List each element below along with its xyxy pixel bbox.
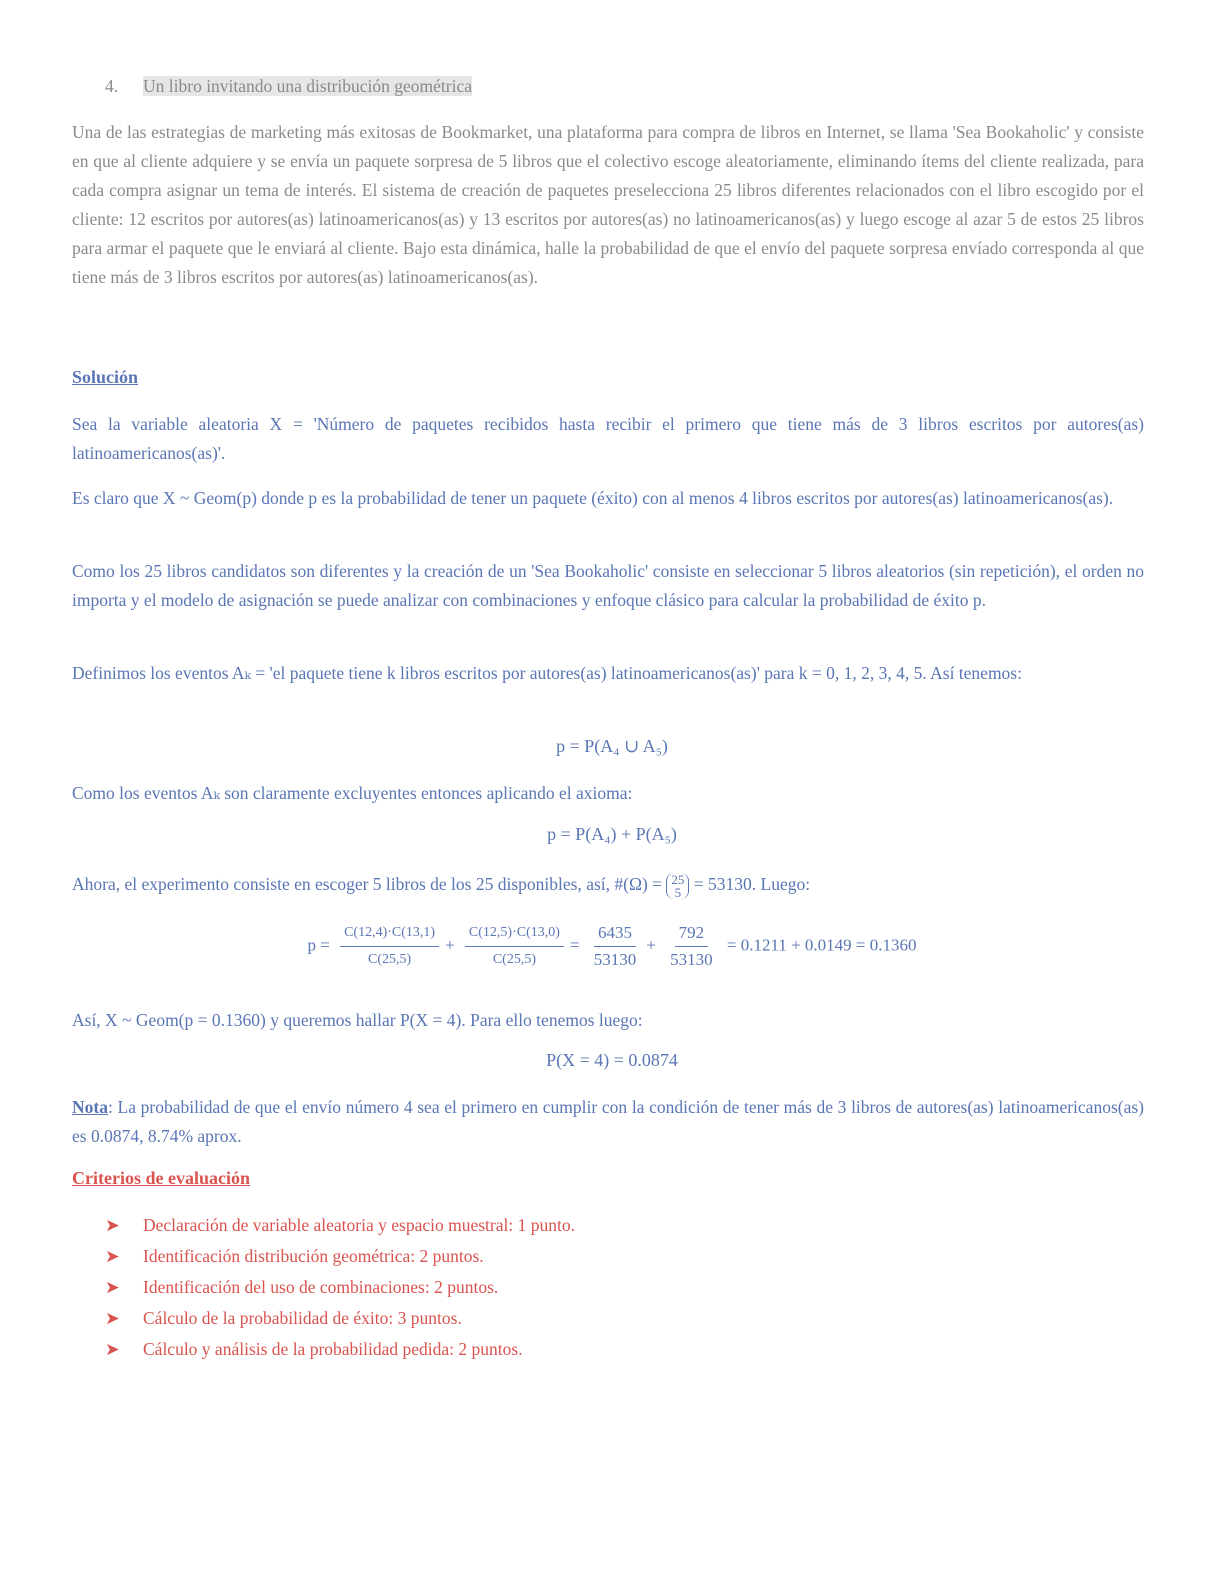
- problem-number: 4.: [105, 76, 119, 96]
- solution-paragraph-7: Así, X ~ Geom(p = 0.1360) y queremos hallar P(X = 4). Para ello tenemos luego:: [72, 1010, 643, 1030]
- equation-4: P(X = 4) = 0.0874: [546, 1050, 678, 1070]
- binomial-bottom: 5: [674, 884, 682, 900]
- criteria-item: [105, 1246, 484, 1267]
- solution-paragraph-5: Como los eventos Aₖ son claramente excluyentes entonces aplicando el axioma:: [72, 783, 633, 803]
- note-paragraph: Nota: La probabilidad de que el envío número 4 sea el primero en cumplir con la condición de tener más de 3 libros de autores(as) latinoamericanos(as) es 0.0874, 8.74% aprox.: [72, 1097, 1144, 1146]
- solution-paragraph-4: Definimos los eventos Aₖ = 'el paquete tiene k libros escritos por autores(as) latinoamericanos(as)' para k = 0, 1, 2, 3, 4, 5. Así tenemos:: [72, 663, 1022, 683]
- equation-3-lhs: p =: [307, 935, 330, 955]
- solution-paragraph-2: Es claro que X ~ Geom(p) donde p es la probabilidad de tener un paquete (éxito) con al menos 4 libros escritos por autores(as) latinoamericanos(as).: [72, 488, 1114, 508]
- note-label: Nota: [72, 1097, 108, 1117]
- solution-paragraph-1: Sea la variable aleatoria X = 'Número de paquetes recibidos hasta recibir el primero que tiene más de 3 libros escritos por autores(as) latinoamericanos(as)'.: [72, 414, 1144, 463]
- fraction-2-denominator: C(25,5): [492, 952, 536, 967]
- criteria-item: [105, 1277, 498, 1298]
- fraction-1: [340, 920, 439, 973]
- criteria-item-text: Cálculo y análisis de la probabilidad pedida: 2 puntos.: [143, 1339, 523, 1359]
- fraction-3-denominator: 53130: [593, 950, 637, 969]
- bullet-icon: ➤: [105, 1308, 120, 1328]
- equation-1: p = P(A₄ ∪ A₅): [556, 736, 668, 756]
- criteria-item-text: Identificación del uso de combinaciones: 2 puntos.: [143, 1277, 499, 1297]
- note-text: La probabilidad de que el envío número 4 sea el primero en cumplir con la condición de tener más de 3 libros de autores(as) latinoamericanos(as) es 0.0874, 8.74% aprox.: [72, 1097, 1144, 1146]
- fraction-1-denominator: C(25,5): [367, 952, 412, 967]
- bullet-icon: ➤: [105, 1339, 120, 1359]
- criteria-item-text: Identificación distribución geométrica: 2 puntos.: [143, 1246, 484, 1266]
- equation-3-rhs: = 0.1211 + 0.0149 = 0.1360: [726, 935, 917, 955]
- criteria-item-text: Declaración de variable aleatoria y espacio muestral: 1 punto.: [143, 1215, 575, 1235]
- bullet-icon: ➤: [105, 1215, 120, 1235]
- bullet-icon: ➤: [105, 1277, 120, 1297]
- equation-3: p = $\frac{C(12,4)\cdot C(13,1)}{C(25,5)}$ + $\frac{C(12,5)\cdot C(13,0)}{C(25,5)}$ = $\frac{6435}{53130}$ + $\frac{792}{53130}$ = 0.1211 + 0.0149 = 0.1360: [0, 920, 1224, 973]
- criteria-heading: Criterios de evaluación: [72, 1168, 250, 1188]
- fraction-2: [465, 920, 564, 973]
- solution-paragraph-3: Como los 25 libros candidatos son diferentes y la creación de un 'Sea Bookaholic' consiste en seleccionar 5 libros aleatorios (sin repetición), el orden no importa y el modelo de asignación se puede analizar con combinaciones y enfoque clásico para calcular la probabilidad de éxito p.: [72, 561, 1144, 610]
- criteria-item: [105, 1339, 523, 1360]
- problem-statement: Una de las estrategias de marketing más exitosas de Bookmarket, una plataforma para compra de libros en Internet, se llama 'Sea Bookaholic' y consiste en que al cliente adquiere y se envía un paquete sorpresa de 5 libros que el colectivo escoge aleatoriamente, eliminando ítems del cliente realizada, para cada compra asignar un tema de interés. El sistema de creación de paquetes preselecciona 25 libros diferentes relacionados con el libro escogido por el cliente: 12 escritos por autores(as) latinoamericanos(as) y 13 escritos por autores(as) no latinoamericanos(as) y luego escoge al azar 5 de estos 25 libros para armar el paquete que le enviará al cliente. Bajo esta dinámica, halle la probabilidad de que el envío del paquete sorpresa envíado corresponda al que tiene más de 3 libros escritos por autores(as) latinoamericanos(as).: [72, 122, 1144, 287]
- fraction-3: [590, 920, 641, 973]
- criteria-item: [105, 1215, 575, 1236]
- problem-title: Un libro invitando una distribución geométrica: [143, 76, 473, 96]
- paragraph-6-start: Ahora, el experimento consiste en escoger 5 libros de los 25 disponibles, así, #(Ω) =: [72, 874, 663, 894]
- binomial-top: 25: [671, 871, 685, 887]
- fraction-4-numerator: 792: [675, 920, 709, 947]
- solution-paragraph-6: [72, 870, 1144, 899]
- fraction-3-numerator: 6435: [594, 920, 636, 947]
- binomial-coefficient: [666, 873, 689, 899]
- bullet-icon: ➤: [105, 1246, 120, 1266]
- problem-heading: [105, 76, 472, 97]
- fraction-4-denominator: 53130: [670, 950, 713, 969]
- equation-2: p = P(A₄) + P(A₅): [547, 824, 677, 844]
- fraction-4: [666, 920, 717, 973]
- paragraph-6-end: = 53130. Luego:: [693, 874, 811, 894]
- criteria-item-text: Cálculo de la probabilidad de éxito: 3 puntos.: [143, 1308, 462, 1328]
- fraction-1-numerator: C(12,4)·C(13,1): [340, 920, 439, 947]
- criteria-item: [105, 1308, 462, 1329]
- fraction-2-numerator: C(12,5)·C(13,0): [465, 920, 564, 947]
- solution-heading: Solución: [72, 367, 139, 387]
